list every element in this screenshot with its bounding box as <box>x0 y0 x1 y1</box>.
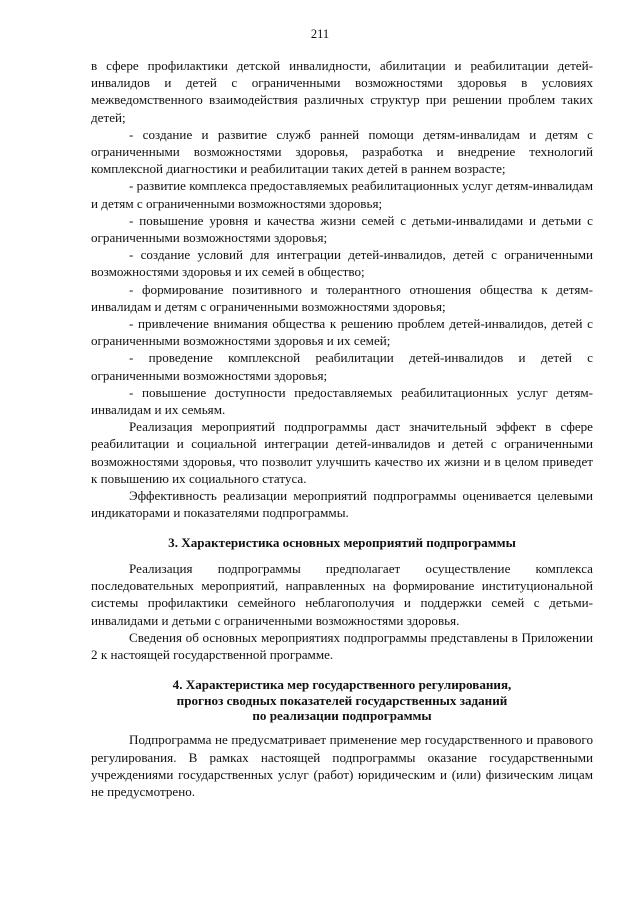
page-number: 211 <box>310 27 330 41</box>
bullet-item: - проведение комплексной реабилитации детей-инвалидов и детей с ограниченными возможностями здоровья; <box>91 350 593 383</box>
section-4-heading-line: по реализации подпрограммы <box>252 707 432 723</box>
bullet-item: - развитие комплекса предоставляемых реабилитационных услуг детям-инвалидам и детям с ограниченными возможностями здоровья; <box>91 178 593 211</box>
efficiency-paragraph: Эффективность реализации мероприятий подпрограммы оценивается целевыми индикаторами и показателями подпрограммы. <box>91 488 593 521</box>
intro-paragraph: в сфере профилактики детской инвалидности, абилитации и реабилитации детей-инвалидов и детей с ограниченными возможностями здоровья в условиях межведомственного взаимодействия различных структур при решении проблем таких детей; <box>91 58 593 125</box>
bullet-item: - создание условий для интеграции детей-инвалидов, детей с ограниченными возможностями здоровья и их семей в общество; <box>91 247 593 280</box>
page-content <box>91 57 593 800</box>
section-3-heading: 3. Характеристика основных мероприятий подпрограммы <box>168 535 516 551</box>
section-4-paragraph: Подпрограмма не предусматривает применение мер государственного и правового регулирования. В рамках настоящей подпрограммы оказание государственными учреждениями государственных услуг (работ) юридическим и (или) физическим лицам не предусмотрено. <box>91 732 593 799</box>
section-3-paragraph: Реализация подпрограммы предполагает осуществление комплекса последовательных мероприятий, направленных на формирование институциональной системы профилактики семейного неблагополучия и поддержки семей с детьми-инвалидами и детьми с ограниченными возможностями здоровья. <box>91 560 593 628</box>
section-4-heading-line: 4. Характеристика мер государственного регулирования, <box>172 677 512 693</box>
bullet-item: - создание и развитие служб ранней помощи детям-инвалидам и детям с ограниченными возможностями здоровья, разработка и внедрение технологий комплексной диагностики и реабилитации таких детей в раннем возрасте; <box>91 126 593 177</box>
bullet-item: - формирование позитивного и толерантного отношения общества к детям-инвалидам и детям с ограниченными возможностями здоровья; <box>91 281 593 314</box>
section-4-heading <box>91 677 593 723</box>
bullet-item: - привлечение внимания общества к решению проблем детей-инвалидов, детей с ограниченными возможностями здоровья и их семей; <box>91 316 593 349</box>
effect-paragraph: Реализация мероприятий подпрограммы даст значительный эффект в сфере реабилитации и социальной интеграции детей-инвалидов и детей с ограниченными возможностями здоровья, что позволит улучшить качество их жизни и в целом приведет к повышению их социального статуса. <box>91 419 593 486</box>
section-3-paragraph: Сведения об основных мероприятиях подпрограммы представлены в Приложении 2 к настоящей государственной программе. <box>91 629 593 662</box>
bullet-item: - повышение доступности предоставляемых реабилитационных услуг детям-инвалидам и их семьям. <box>91 384 593 418</box>
section-4-heading-line: прогноз сводных показателей государственных заданий <box>176 692 508 708</box>
bullet-item: - повышение уровня и качества жизни семей с детьми-инвалидами и детьми с ограниченными возможностями здоровья; <box>91 212 593 246</box>
